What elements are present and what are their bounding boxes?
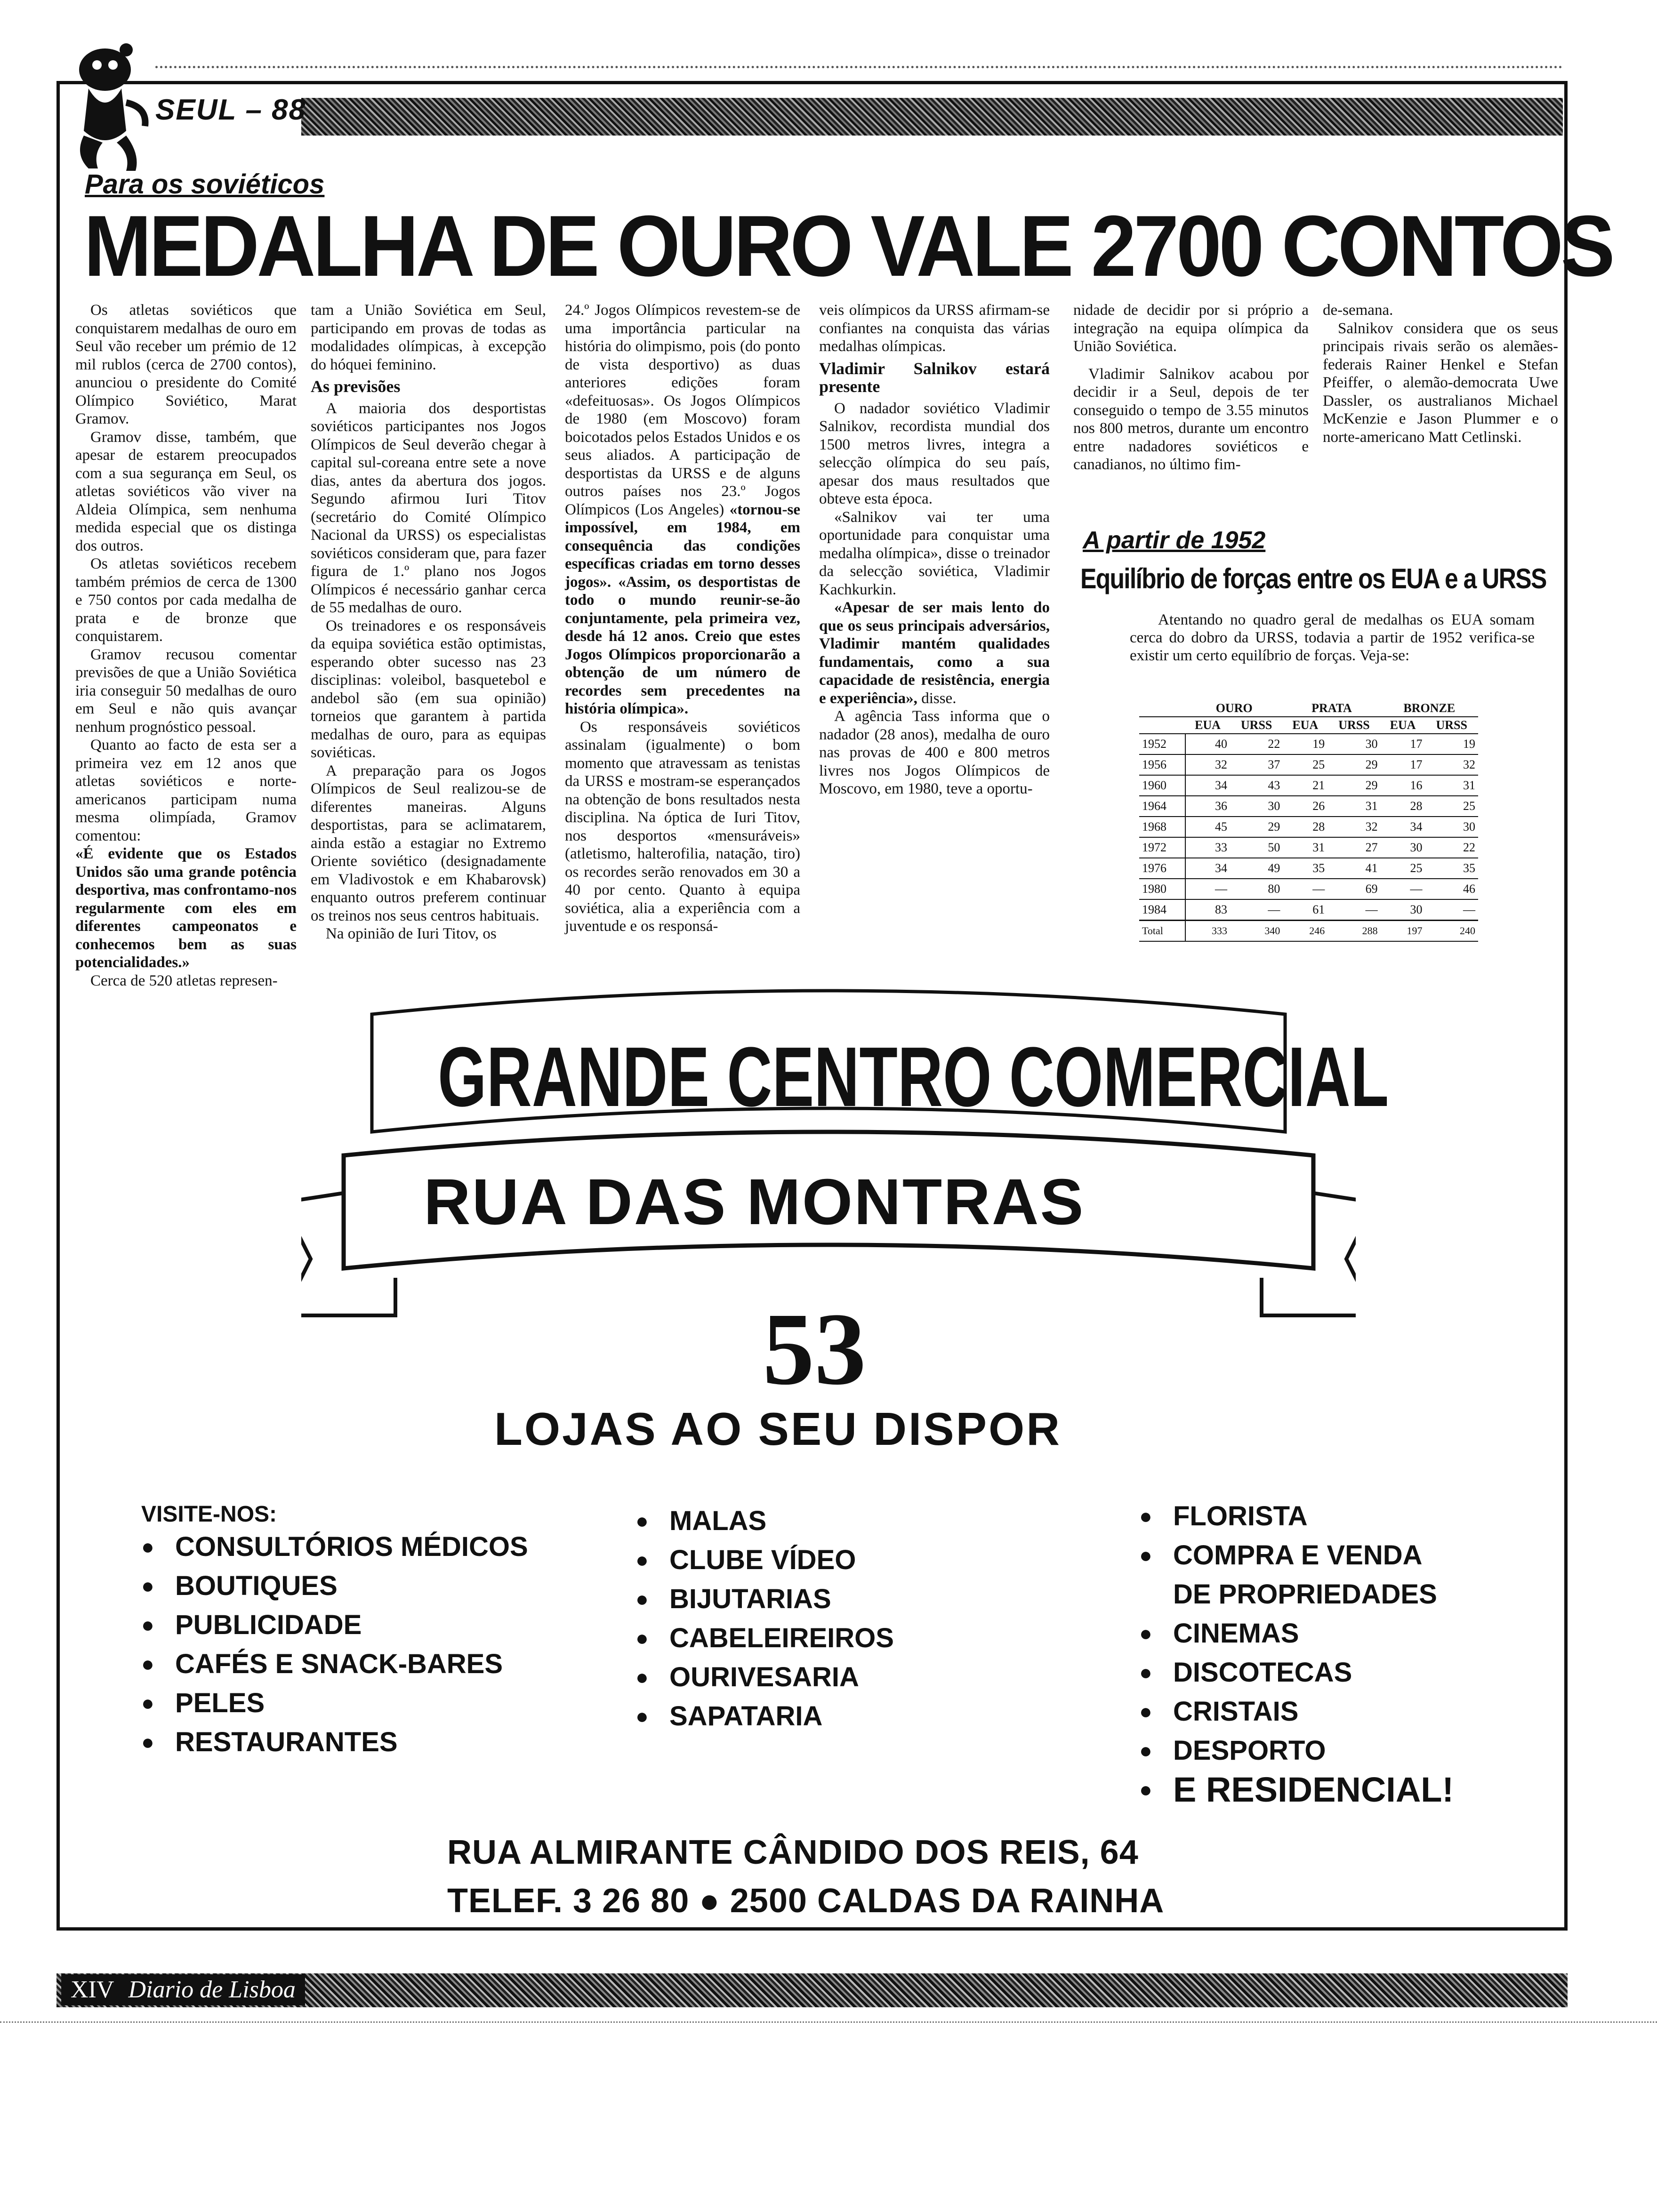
medal-count-cell: —: [1327, 899, 1380, 921]
table-row: [1139, 754, 1478, 775]
medal-count-cell: —: [1425, 899, 1478, 921]
total-cell: 197: [1381, 921, 1425, 942]
paragraph: Na opinião de Iuri Titov, os: [326, 925, 497, 942]
year-cell: 1984: [1139, 899, 1185, 921]
list-item: ● BIJUTARIAS: [635, 1579, 894, 1619]
olympic-mascot-icon: [60, 37, 154, 173]
list-item: ● CONSULTÓRIOS MÉDICOS: [141, 1527, 528, 1566]
medal-count-cell: 34: [1185, 858, 1230, 879]
list-item: ● RESTAURANTES: [141, 1723, 528, 1762]
subheading: Vladimir Salnikov estará presente: [819, 359, 1050, 396]
group-header: BRONZE: [1381, 700, 1478, 717]
paragraph: Os responsáveis soviéticos assinalam (igualmente) o bom momento que atravessam as tenistas da URSS e mostram-se esperançados na obtenção de bons resultados nesta disciplina. Na óptica de Iuri Titov, nos desportos «mensuráveis» (atletismo, halterofilia, natação, tiro) os recordes serão renovados em 30 a 40 por cento. Quanto à equipa soviética, alia a experiência com a juventude e os responsá-: [565, 718, 800, 935]
medal-count-cell: 31: [1425, 775, 1478, 796]
medal-count-cell: 19: [1283, 734, 1327, 754]
paragraph: veis olímpicos da URSS afirmam-se confiantes na conquista das várias medalhas olímpicas.: [819, 302, 1050, 355]
medal-table-body: [1139, 734, 1478, 941]
total-cell: 288: [1327, 921, 1380, 942]
medal-count-cell: 27: [1327, 837, 1380, 858]
medal-count-cell: 16: [1381, 775, 1425, 796]
paragraph: «Salnikov vai ter uma oportunidade para conquistar uma medalha olímpica», disse o treinador da selecção soviética, Vladimir Kachkurkin.: [819, 508, 1050, 598]
list-item: ● CRISTAIS: [1139, 1692, 1454, 1731]
year-cell: 1976: [1139, 858, 1185, 879]
column-header: URSS: [1230, 717, 1283, 734]
quote-bold: «Assim, os desportistas de todo o mundo reunir-se-ão conjuntamente, pela primeira vez, desde há 12 anos. Creio que estes Jogos Olímpicos proporcionarão a obtenção de um número de recordes sem precedentes na história olímpica».: [565, 573, 800, 717]
medal-count-cell: 25: [1381, 858, 1425, 879]
medal-count-cell: 29: [1230, 817, 1283, 837]
medal-count-cell: 29: [1327, 775, 1380, 796]
quote-bold: «Apesar de ser mais lento do que os seus principais adversários, Vladimir mantém qualidades fundamentais, como a sua capacidade de resistência, energia e experiência»,: [819, 599, 1050, 707]
quote-bold: «tornou-se impossível, em 1984, em consequência das condições específicas criadas em torno desses jogos».: [565, 501, 801, 591]
table-row: [1139, 796, 1478, 817]
column-header: URSS: [1425, 717, 1478, 734]
top-dotted-rule: [155, 66, 1563, 68]
medal-count-cell: 30: [1230, 796, 1283, 817]
medal-count-cell: 17: [1381, 734, 1425, 754]
medal-count-cell: 30: [1327, 734, 1380, 754]
medal-count-cell: 41: [1327, 858, 1380, 879]
paragraph: A agência Tass informa que o nadador (28 anos), medalha de ouro nas provas de 400 e 800 metros livres nos Jogos Olímpicos de Moscovo, em 1980, teve a oportu-: [819, 708, 1050, 797]
medal-count-cell: 50: [1230, 837, 1283, 858]
medal-count-cell: 28: [1283, 817, 1327, 837]
paragraph: Gramov recusou comentar previsões de que a União Soviética iria conseguir 50 medalhas de ouro em Seul e não quis avançar nenhum prognóstico pessoal.: [75, 646, 297, 736]
year-cell: 1964: [1139, 796, 1185, 817]
table-sub-header: [1139, 717, 1478, 734]
box-lead-text: Atentando no quadro geral de medalhas os EUA somam cerca do dobro da URSS, todavia a partir de 1952 verifica-se existir um certo equilíbrio de forças. Veja-se:: [1130, 611, 1535, 664]
list-item: ● SAPATARIA: [635, 1697, 894, 1736]
footer-dotted-rule: [0, 2021, 1657, 2023]
medal-count-cell: 26: [1283, 796, 1327, 817]
medal-count-cell: 69: [1327, 879, 1380, 899]
subheading: As previsões: [311, 377, 401, 396]
medal-count-cell: 30: [1381, 899, 1425, 921]
ad-address: RUA ALMIRANTE CÂNDIDO DOS REIS, 64: [447, 1834, 1139, 1871]
list-item: ● BOUTIQUES: [141, 1566, 528, 1605]
article-column-3: [565, 301, 800, 936]
article-column-2: [311, 301, 546, 943]
medal-count-cell: 17: [1381, 754, 1425, 775]
medal-count-cell: 49: [1230, 858, 1283, 879]
year-cell: 1972: [1139, 837, 1185, 858]
ad-ribbon-text: RUA DAS MONTRAS: [424, 1166, 1085, 1238]
footer-label: [61, 1974, 305, 2005]
paragraph: tam a União Soviética em Seul, participando em provas de todas as modalidades olímpicas, à excepção do hóquei feminino.: [311, 302, 546, 373]
article-kicker: Para os soviéticos: [85, 169, 325, 200]
article-column-5: [1073, 301, 1309, 474]
ad-phone-number: TELEF. 3 26 80: [447, 1882, 690, 1920]
column-header: EUA: [1185, 717, 1230, 734]
ad-services-list-2: [635, 1501, 894, 1736]
medal-count-cell: 21: [1283, 775, 1327, 796]
medal-count-cell: 80: [1230, 879, 1283, 899]
paragraph: Cerca de 520 atletas represen-: [90, 972, 278, 989]
year-cell: 1956: [1139, 754, 1185, 775]
paragraph: A preparação para os Jogos Olímpicos de Seul realizou-se de diferentes maneiras. Alguns desportistas, para se aclimatarem, ainda estão a estagiar no Extremo Oriente soviético (designadamente em Vladivostok e em Khabarovsk) enquanto outros preferem continuar os treinos nos seus centros habituais.: [311, 762, 546, 924]
list-item: ● CABELEIREIROS: [635, 1619, 894, 1658]
table-group-header: [1139, 700, 1478, 717]
medal-count-cell: 25: [1425, 796, 1478, 817]
paragraph: O nadador soviético Vladimir Salnikov, recordista mundial dos 1500 metros livres, integra a selecção olímpica do seu país, apesar dos maus resultados que obteve esta época.: [819, 400, 1050, 507]
medal-count-cell: —: [1185, 879, 1230, 899]
medal-count-cell: 29: [1327, 754, 1380, 775]
medal-table: [1139, 700, 1478, 942]
column-header: URSS: [1327, 717, 1380, 734]
table-row: [1139, 879, 1478, 899]
table-row: [1139, 817, 1478, 837]
list-item: ● DESPORTO: [1139, 1731, 1454, 1770]
total-cell: 333: [1185, 921, 1230, 942]
medal-count-cell: 46: [1425, 879, 1478, 899]
total-cell: 246: [1283, 921, 1327, 942]
article-headline: MEDALHA DE OURO VALE 2700 CONTOS: [84, 197, 1613, 294]
list-item: ● CINEMAS: [1139, 1614, 1454, 1653]
paragraph: Quanto ao facto de esta ser a primeira vez em 12 anos que atletas soviéticos e norte-americanos participam numa mesma olimpíada, Gramov comentou:: [75, 737, 297, 844]
table-row: [1139, 775, 1478, 796]
ad-contact: [447, 1882, 1164, 1920]
list-item: ● FLORISTA: [1139, 1497, 1454, 1536]
table-row: [1139, 837, 1478, 858]
medal-count-cell: 33: [1185, 837, 1230, 858]
medal-count-cell: 30: [1425, 817, 1478, 837]
list-item: ● CAFÉS E SNACK-BARES: [141, 1644, 528, 1683]
medal-count-cell: 31: [1327, 796, 1380, 817]
medal-count-cell: 83: [1185, 899, 1230, 921]
table-row: [1139, 734, 1478, 754]
medal-count-cell: —: [1283, 879, 1327, 899]
paragraph: Os atletas soviéticos recebem também prémios de cerca de 1300 e 750 contos por cada medalha de prata e de bronze que conquistarem.: [75, 555, 297, 645]
total-cell: 340: [1230, 921, 1283, 942]
list-item: ● PUBLICIDADE: [141, 1605, 528, 1644]
medal-count-cell: 35: [1283, 858, 1327, 879]
bullet-icon: ●: [699, 1882, 730, 1920]
box-lead: [1130, 611, 1535, 665]
quote-bold: «É evidente que os Estados Unidos são uma grande potência desportiva, mas confrontamo-nos regularmente com eles em diferentes campeonatos e conhecemos bem as suas potencialidades.»: [75, 845, 297, 971]
list-item: ● MALAS: [635, 1501, 894, 1540]
list-item: ● CLUBE VÍDEO: [635, 1540, 894, 1579]
ad-services-list-1: [141, 1527, 528, 1762]
header-band: [301, 98, 1563, 136]
medal-count-cell: 61: [1283, 899, 1327, 921]
total-cell: 240: [1425, 921, 1478, 942]
medal-count-cell: 31: [1283, 837, 1327, 858]
group-header: OURO: [1185, 700, 1283, 717]
medal-count-cell: 43: [1230, 775, 1283, 796]
medal-count-cell: 37: [1230, 754, 1283, 775]
medal-count-cell: 34: [1185, 775, 1230, 796]
medal-count-cell: 40: [1185, 734, 1230, 754]
paragraph: Os atletas soviéticos que conquistarem medalhas de ouro em Seul vão receber um prémio de 12 mil rublos (cerca de 2700 contos), anunciou o presidente do Comité Olímpico Soviético, Marat Gramov.: [75, 302, 297, 427]
medal-count-cell: 22: [1230, 734, 1283, 754]
list-item: ● OURIVESARIA: [635, 1658, 894, 1697]
medal-count-cell: 35: [1425, 858, 1478, 879]
list-item: DE PROPRIEDADES: [1173, 1579, 1437, 1610]
paragraph: Salnikov considera que os seus principais rivais serão os alemães-federais Rainer Henkel e Stefan Pfeiffer, o alemão-democrata Uwe Dassler, os australianos Michael McKenzie e Jason Plummer e o norte-americano Matt Cetlinski.: [1323, 320, 1558, 446]
ad-store-count: 53: [763, 1291, 866, 1406]
list-item: ● PELES: [141, 1683, 528, 1723]
medal-count-cell: 32: [1185, 754, 1230, 775]
paragraph: nidade de decidir por si próprio a integração na equipa olímpica da União Soviética.: [1073, 302, 1309, 355]
medal-count-cell: 32: [1425, 754, 1478, 775]
paragraph-text: disse.: [921, 689, 957, 707]
article-column-6: [1323, 301, 1558, 446]
medal-count-cell: 28: [1381, 796, 1425, 817]
paragraph-text: 24.º Jogos Olímpicos revestem-se de uma importância particular na história do olimpismo, pois (do ponto de vista desportivo) as duas anteriores edições foram «defeituosas». Os Jogos Olímpicos de 1980 (em Moscovo) foram boicotados pelos Estados Unidos e os seus aliados. A participação de desportistas da URSS e de alguns outros países nos 23.º Jogos Olímpicos (Los Angeles): [565, 302, 800, 518]
medal-count-cell: 45: [1185, 817, 1230, 837]
article-column-1: [75, 301, 297, 990]
medal-count-cell: 19: [1425, 734, 1478, 754]
ad-services-list-3: [1139, 1497, 1454, 1809]
box-title: Equilíbrio de forças entre os EUA e a URSS: [1080, 563, 1546, 594]
list-item: ● DISCOTECAS: [1139, 1653, 1454, 1692]
year-cell: 1968: [1139, 817, 1185, 837]
list-item: ● COMPRA E VENDA: [1139, 1536, 1454, 1575]
medal-count-cell: 34: [1381, 817, 1425, 837]
article-column-4: [819, 301, 1050, 798]
table-row: [1139, 899, 1478, 921]
paragraph: Gramov disse, também, que apesar de estarem preocupados com a sua segurança em Seul, os atletas soviéticos vão viver na Aldeia Olímpica, sem nenhuma medida especial que os distinga dos outros.: [75, 428, 297, 554]
medal-count-cell: 36: [1185, 796, 1230, 817]
ad-city: 2500 CALDAS DA RAINHA: [730, 1882, 1165, 1920]
column-header: EUA: [1381, 717, 1425, 734]
year-cell: 1952: [1139, 734, 1185, 754]
paragraph: Os treinadores e os responsáveis da equipa soviética estão optimistas, esperando obter sucesso nas 23 disciplinas: voleibol, basquetebol e andebol são (em sua opinião) torneios que garantem à partida medalhas de ouro, para as equipas soviéticas.: [311, 617, 546, 761]
ad-visit-label: VISITE-NOS:: [141, 1502, 277, 1527]
medal-count-cell: —: [1381, 879, 1425, 899]
group-header: PRATA: [1283, 700, 1380, 717]
ad-title: GRANDE CENTRO COMERCIAL: [438, 1030, 1389, 1124]
medal-count-cell: 32: [1327, 817, 1380, 837]
year-cell: 1960: [1139, 775, 1185, 796]
table-row: [1139, 858, 1478, 879]
box-kicker: A partir de 1952: [1083, 527, 1266, 554]
medal-count-cell: —: [1230, 899, 1283, 921]
list-item: ● E RESIDENCIAL!: [1139, 1770, 1454, 1809]
medal-count-cell: 30: [1381, 837, 1425, 858]
paragraph: Vladimir Salnikov acabou por decidir ir a Seul, depois de ter conseguido o tempo de 3.55 minutos nos 800 metros, durante um encontro entre nadadores soviéticos e canadianos, no último fim-: [1073, 365, 1309, 473]
section-label: SEUL – 88: [155, 94, 306, 126]
newspaper-name: Diario de Lisboa: [128, 1976, 296, 2003]
paragraph: A maioria dos desportistas soviéticos participantes nos Jogos Olímpicos de Seul deverão chegar à capital sul-coreana entre sete a nove dias, antes da abertura dos jogos. Segundo afirmou Iuri Titov (secretário do Comité Olímpico Nacional da URSS) os especialistas soviéticos consideram que, para fazer figura de 1.º plano nos Jogos Olímpicos é necessário ganhar cerca de 55 medalhas de ouro.: [311, 400, 546, 616]
page-number: XIV: [71, 1976, 114, 2003]
paragraph: de-semana.: [1323, 302, 1393, 319]
column-header: EUA: [1283, 717, 1327, 734]
table-total-row: [1139, 921, 1478, 942]
ad-subtitle: LOJAS AO SEU DISPOR: [494, 1403, 1062, 1455]
total-label: Total: [1139, 921, 1185, 942]
year-cell: 1980: [1139, 879, 1185, 899]
medal-count-cell: 25: [1283, 754, 1327, 775]
medal-count-cell: 22: [1425, 837, 1478, 858]
